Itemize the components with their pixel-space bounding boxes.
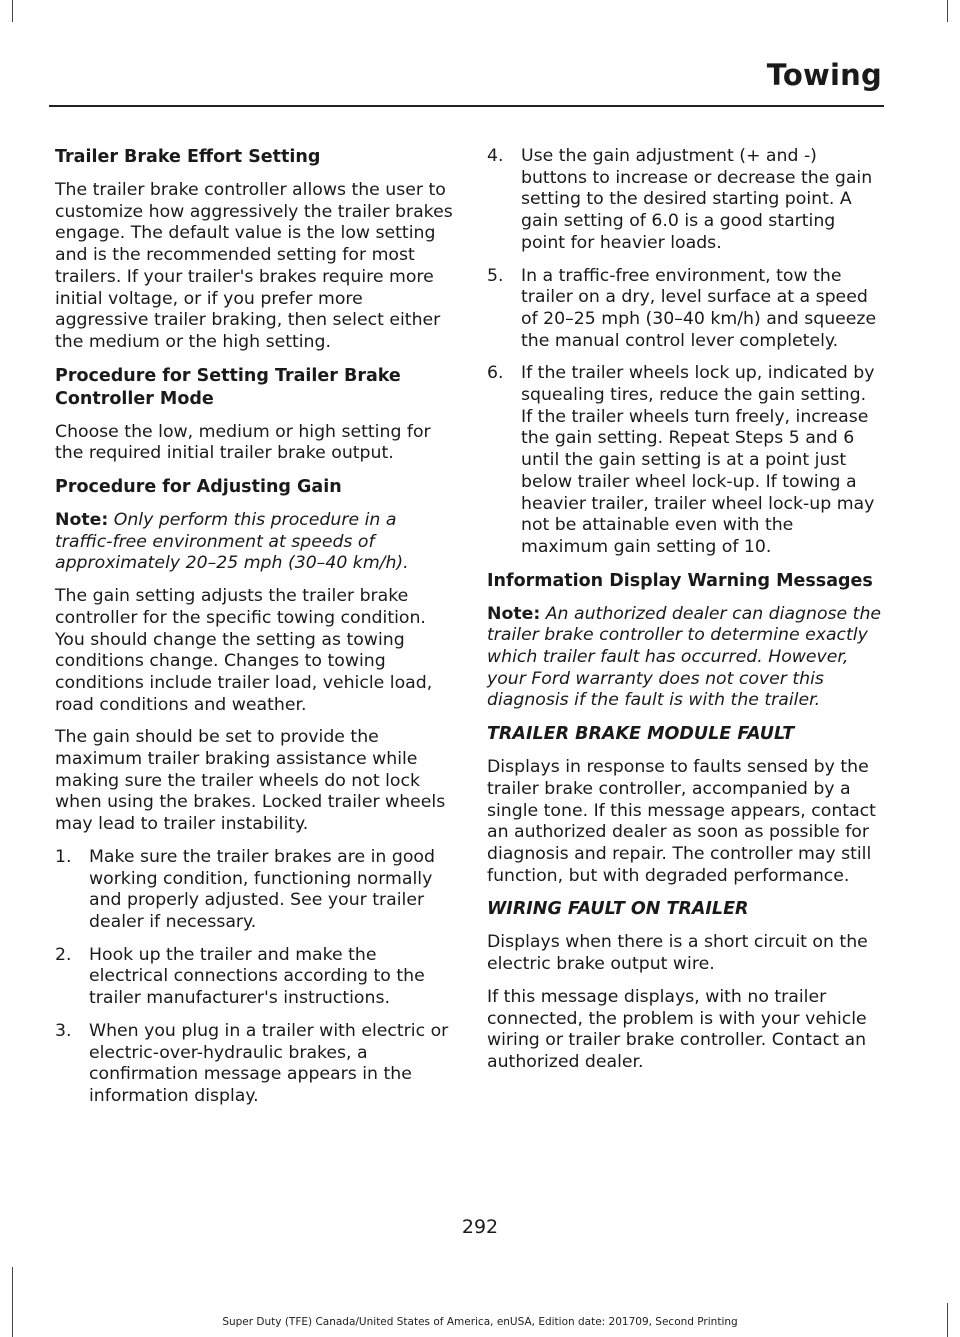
paragraph: Displays when there is a short circuit on the electric brake output wire. [487,932,868,975]
step-number: 6. [487,363,504,384]
list-item [487,363,882,558]
heading-adjusting-gain: Procedure for Adjusting Gain [55,477,342,498]
paragraph: The gain should be set to provide the maximum trailer braking assistance while making sure the trailer wheels do not lock when using the brakes. Locked trailer wheels may lead to trailer instability. [55,727,446,835]
crop-mark-top-left [12,0,13,22]
list-item [487,266,882,353]
step-text: Use the gain adjustment (+ and -) buttons to increase or decrease the gain setting to the desired starting point. A gain setting of 6.0 is a good starting point for heavier loads. [521,146,873,253]
heading-warning-messages: Information Display Warning Messages [487,570,873,591]
paragraph: The gain setting adjusts the trailer brake controller for the specific towing condition. You should change the setting as towing conditions change. Changes to towing conditions include trailer load, vehicle load, road conditions and weather. [55,586,433,715]
list-item [55,945,455,1010]
heading-trailer-brake-effort: Trailer Brake Effort Setting [55,147,321,167]
note-text: An authorized dealer can diagnose the trailer brake controller to determine exactly which trailer fault has occurred. However, your Ford warranty does not cover this diagnosis if the fault is with the trailer. [487,603,882,711]
right-column [487,146,882,1085]
page-number: 292 [461,1216,499,1238]
heading-module-fault: TRAILER BRAKE MODULE FAULT [487,724,795,745]
step-text: Make sure the trailer brakes are in good working condition, functioning normally and properly adjusted. See your trailer dealer if necessary. [89,846,435,932]
section-title: Towing [766,58,882,92]
list-item [487,146,882,255]
left-column [55,146,455,1119]
step-text: If the trailer wheels lock up, indicated by squealing tires, reduce the gain setting. If the trailer wheels turn freely, increase the gain setting. Repeat Steps 5 and 6 until the gain setting is at a point just below trailer wheel lock-up. If towing a heavier trailer, trailer wheel lock-up may not be attainable even with the maximum gain setting of 10. [521,363,875,557]
paragraph: Displays in response to faults sensed by the trailer brake controller, accompanied by a single tone. If this message appears, contact an authorized dealer as soon as possible for diagnosis and repair. The controller may still function, but with degraded performance. [487,757,876,886]
note [487,604,882,713]
crop-mark-top-right [947,0,948,22]
note-label: Note: [55,510,109,531]
paragraph: If this message displays, with no trailer connected, the problem is with your vehicle wiring or trailer brake controller. Contact an authorized dealer. [487,986,867,1072]
step-number: 3. [55,1020,72,1041]
paragraph: The trailer brake controller allows the user to customize how aggressively the trailer brakes engage. The default value is the low setting and is the recommended setting for most trailers. If your trailer's brakes require more initial voltage, or if you prefer more aggressive trailer braking, then select either the medium or the high setting. [55,180,453,352]
heading-controller-mode: Procedure for Setting Trailer Brake Controller Mode [55,365,401,409]
list-item [55,847,455,934]
heading-wiring-fault: WIRING FAULT ON TRAILER [487,899,749,920]
step-text: Hook up the trailer and make the electrical connections according to the trailer manufacturer's instructions. [89,944,425,1009]
step-number: 1. [55,846,72,867]
step-number: 2. [55,944,72,965]
step-text: In a traffic-free environment, tow the trailer on a dry, level surface at a speed of 20–25 mph (30–40 km/h) and squeeze the manual control lever completely. [521,265,877,351]
steps-list [55,847,455,1108]
step-number: 5. [487,265,504,286]
paragraph: Choose the low, medium or high setting for the required initial trailer brake output. [55,421,431,464]
header-divider [49,105,884,107]
note-text: Only perform this procedure in a traffic-free environment at speeds of approximately 20–25 mph (30–40 km/h). [55,510,409,574]
steps-list [487,146,882,559]
step-text: When you plug in a trailer with electric or electric-over-hydraulic brakes, a confirmation message appears in the information display. [89,1020,449,1106]
note-label: Note: [487,603,541,624]
list-item [55,1021,455,1108]
step-number: 4. [487,146,504,166]
note [55,510,455,575]
footer-edition-info: Super Duty (TFE) Canada/United States of America, enUSA, Edition date: 201709, Second Printing [222,1316,738,1328]
